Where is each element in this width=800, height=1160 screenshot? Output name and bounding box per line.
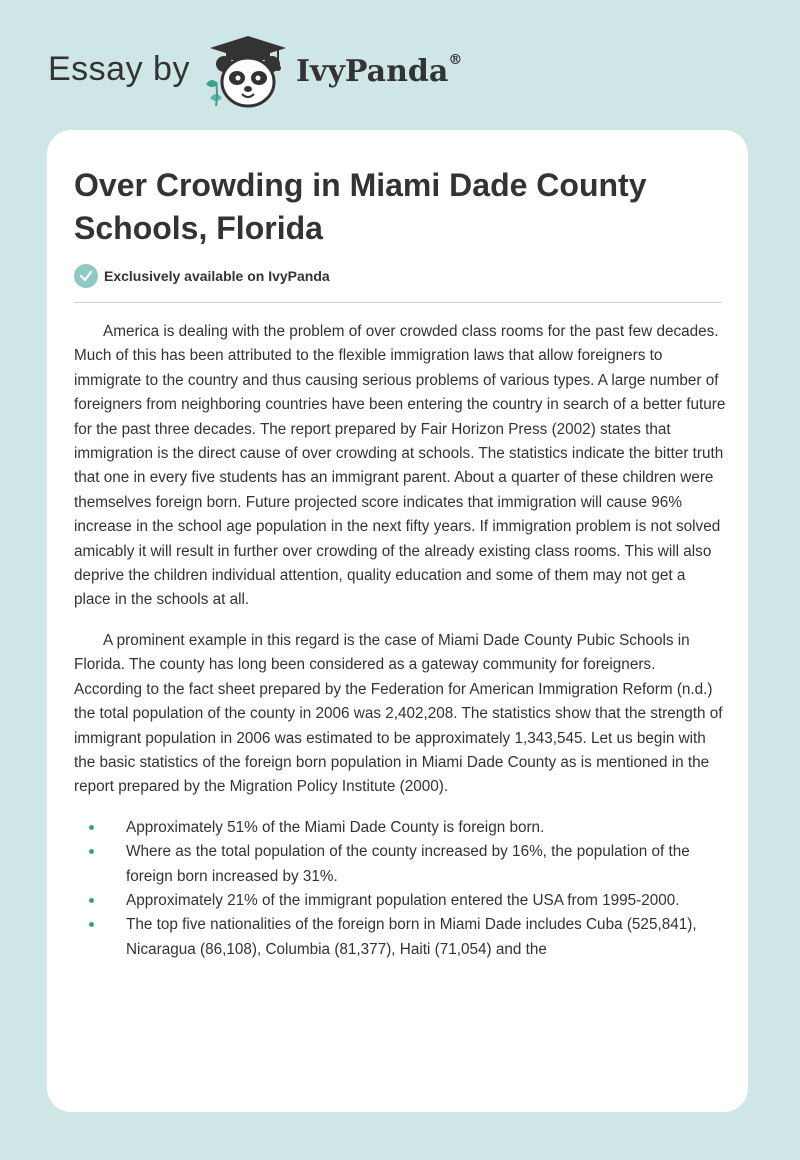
badge-text: Exclusively available on IvyPanda bbox=[104, 268, 330, 284]
statistics-list bbox=[74, 816, 726, 962]
list-item: The top five nationalities of the foreign born in Miami Dade includes Cuba (525,841), Nicaragua (86,108), Columbia (81,377), Haiti (71,054) and the bbox=[74, 913, 726, 962]
page-title: Over Crowding in Miami Dade County Schools, Florida bbox=[74, 167, 647, 246]
panda-logo-icon[interactable] bbox=[198, 34, 290, 110]
list-item: Where as the total population of the county increased by 16%, the population of the foreign born increased by 31%. bbox=[74, 840, 726, 889]
paragraph: America is dealing with the problem of over crowded class rooms for the past few decades. Much of this has been attributed to the flexible immigration laws that allow foreigners to immigrate to the country and thus causing serious problems of various types. A large number of foreigners from neighboring countries have been entering the country in search of a better future for the past three decades. The report prepared by Fair Horizon Press (2002) states that immigration is the direct cause of over crowding at schools. The statistics indicate the bitter truth that one in every five students has an immigrant parent. About a quarter of these children were themselves foreign born. Future projected score indicates that immigration will cause 96% increase in the school age population in the next fifty years. If immigration problem is not solved amicably it will result in further over crowding of the already existing class rooms. This will also deprive the children individual attention, quality education and some of them may not get a place in the schools at all. bbox=[74, 323, 726, 609]
bullet-icon bbox=[89, 922, 94, 927]
brand-name[interactable]: IvyPanda® bbox=[296, 52, 463, 89]
essay-body bbox=[74, 320, 726, 962]
essay-card bbox=[47, 130, 748, 1112]
list-item: Approximately 21% of the immigrant population entered the USA from 1995-2000. bbox=[74, 889, 726, 913]
registered-mark: ® bbox=[448, 52, 463, 68]
divider bbox=[74, 302, 722, 303]
list-item: Approximately 51% of the Miami Dade County is foreign born. bbox=[74, 816, 726, 840]
bullet-icon bbox=[89, 849, 94, 854]
bullet-icon bbox=[89, 825, 94, 830]
bullet-icon bbox=[89, 898, 94, 903]
paragraph: A prominent example in this regard is the case of Miami Dade County Pubic Schools in Florida. The county has long been considered as a gateway community for foreigners. According to the fact sheet prepared by the Federation for American Immigration Reform (n.d.) the total population of the county in 2006 was 2,402,208. The statistics show that the strength of immigrant population in 2006 was estimated to be approximately 1,343,545. Let us begin with the basic statistics of the foreign born population in Miami Dade County as is mentioned in the report prepared by the Migration Policy Institute (2000). bbox=[74, 631, 723, 796]
site-header bbox=[0, 0, 800, 125]
essay-by-label: Essay by bbox=[48, 50, 190, 88]
check-circle-icon bbox=[74, 264, 98, 288]
exclusive-badge bbox=[74, 263, 330, 289]
